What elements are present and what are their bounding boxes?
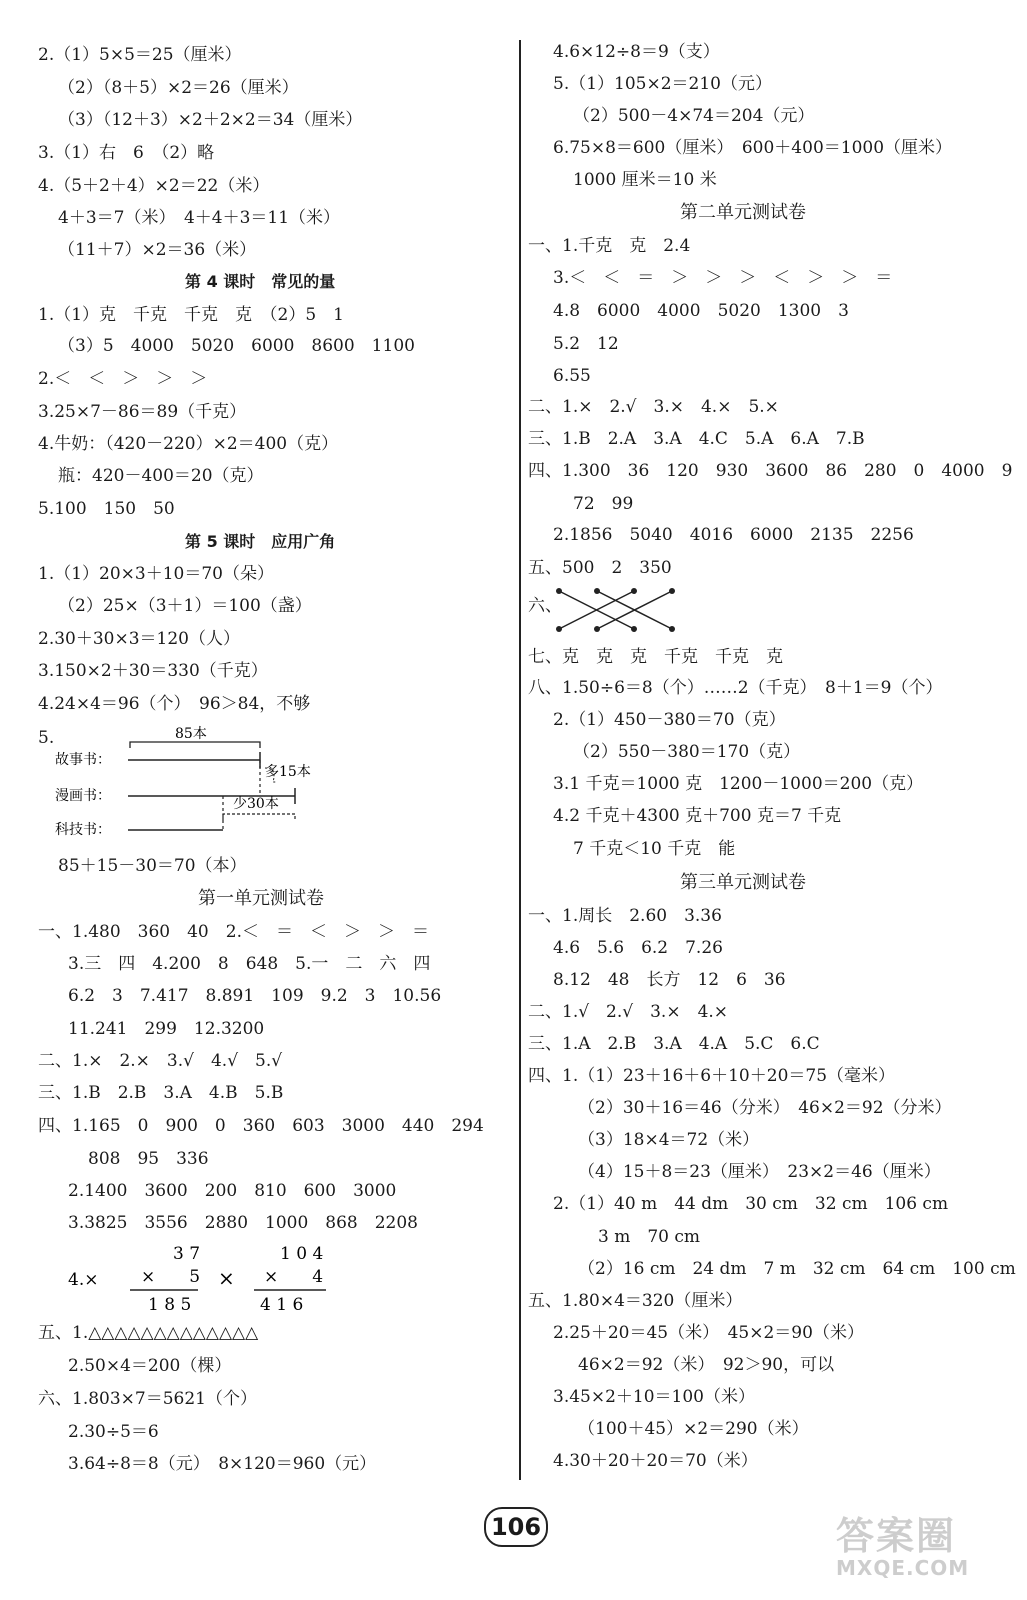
answer-line: 4.8 6000 4000 5020 1300 3 [553,301,849,321]
answer-line: 5.100 150 50 [38,499,175,519]
multiplicand: 3 7 [173,1244,201,1264]
section-heading: 第一单元测试卷 [198,888,324,909]
less-label: 少30本 [233,796,279,812]
watermark-url: MXQE.COM [836,1556,970,1580]
answer-line: 4.6 5.6 6.2 7.26 [553,938,723,958]
answer-line: 四、1.（1）23＋16＋6＋10＋20＝75（毫米） [528,1066,896,1086]
section-heading: 第二单元测试卷 [680,202,806,223]
answer-line: 三、1.A 2.B 3.A 4.A 5.C 6.C [528,1034,820,1054]
answer-line: 3.25×7－86＝89（千克） [38,402,247,422]
answer-line: 2.（1）450－380＝70（克） [553,710,786,730]
story-book-label: 故事书： [55,752,111,768]
answer-line: 4.（5＋2＋4）×2＝22（米） [38,176,270,196]
answer-line: （2）30＋16＝46（分米） 46×2＝92（分米） [578,1098,952,1118]
answer-line: 2.1856 5040 4016 6000 2135 2256 [553,525,914,545]
answer-line: 2.（1）40 m 44 dm 30 cm 32 cm 106 cm [553,1194,949,1214]
science-book-label: 科技书： [55,822,111,838]
answer-line: 四、1.165 0 900 0 360 603 3000 440 294 [38,1116,484,1136]
answer-line: 1.（1）克 千克 千克 克 （2）5 1 [38,305,344,325]
answer-line: 4.牛奶：（420－220）×2＝400（克） [38,434,339,454]
match-dot [594,588,600,594]
answer-line: 3.64÷8＝8（元） 8×120＝960（元） [68,1454,377,1474]
answer-line: 五、1.△△△△△△△△△△△△△ [38,1323,259,1343]
answer-line: 一、1.周长 2.60 3.36 [528,906,722,926]
answer-line: 二、1.√ 2.√ 3.× 4.× [528,1002,729,1022]
answer-line: 瓶：420－400＝20（克） [58,466,264,486]
answer-line: 2.30＋30×3＝120（人） [38,629,240,649]
answer-line: 二、1.× 2.× 3.√ 4.√ 5.√ [38,1051,283,1071]
page-number: 106 [484,1507,548,1547]
answer-line: 4.2 千克＋4300 克＋700 克＝7 千克 [553,806,842,826]
matching-lines-diagram [555,585,690,635]
answer-line: 3 m 70 cm [598,1227,701,1247]
answer-line: 2.30÷5＝6 [68,1422,159,1442]
answer-line: 4＋3＝7（米） 4＋4＋3＝11（米） [58,208,341,228]
answer-line: （2）25×（3＋1）＝100（盏） [58,596,312,616]
match-dot [631,626,637,632]
product: 4 1 6 [260,1295,304,1315]
answer-line: （3）（12＋3）×2＋2×2＝34（厘米） [58,110,363,130]
match-dot [669,588,675,594]
comic-book-label: 漫画书： [55,788,111,804]
match-dot [594,626,600,632]
watermark-logo [836,1505,969,1580]
answer-line: 4.6×12÷8＝9（支） [553,42,720,62]
total-label: 85本 [175,726,207,742]
answer-line: 6.75×8＝600（厘米） 600＋400＝1000（厘米） [553,138,953,158]
section-heading: 第 4 课时 常见的量 [185,272,336,291]
section-heading: 第 5 课时 应用广角 [185,532,336,551]
book-comparison-diagram [55,722,315,847]
answer-line: （2）16 cm 24 dm 7 m 32 cm 64 cm 100 cm [578,1259,1016,1279]
answer-line: （2）（8＋5）×2＝26（厘米） [58,78,299,98]
answer-line: （2）550－380＝170（克） [573,742,801,762]
section-heading: 第三单元测试卷 [680,872,806,893]
answer-line: 三、1.B 2.A 3.A 4.C 5.A 6.A 7.B [528,429,865,449]
answer-line: 二、1.× 2.√ 3.× 4.× 5.× [528,397,779,417]
answer-line: 六、 [528,596,562,616]
answer-line: 4.24×4＝96（个） 96＞84，不够 [38,694,311,714]
answer-line: 3.（1）右 6 （2）略 [38,143,215,163]
answer-line: 五、1.80×4＝320（厘米） [528,1291,743,1311]
match-dot [556,626,562,632]
match-dot [669,626,675,632]
answer-line: 6.55 [553,366,591,386]
answer-line: 85＋15－30＝70（本） [58,856,247,876]
answer-line: 七、克 克 克 千克 千克 克 [528,647,783,667]
product: 1 8 5 [148,1295,192,1315]
answer-line: （3）5 4000 5020 6000 8600 1100 [58,336,415,356]
answer-line: 八、1.50÷6＝8（个）……2（千克） 8＋1＝9（个） [528,678,943,698]
multiplicand: 1 0 4 [280,1244,324,1264]
answer-line: 2.（1）5×5＝25（厘米） [38,45,242,65]
answer-line: 3.＜ ＜ ＝ ＞ ＞ ＞ ＜ ＞ ＞ ＝ [553,268,893,288]
answer-line: 三、1.B 2.B 3.A 4.B 5.B [38,1083,284,1103]
answer-line: （4）15＋8＝23（厘米） 23×2＝46（厘米） [578,1162,941,1182]
watermark-text: 答案圈 [836,1514,957,1558]
answer-line: 2.＜ ＜ ＞ ＞ ＞ [38,369,208,389]
answer-line: 8.12 48 长方 12 6 36 [553,970,786,990]
answer-line: 6.2 3 7.417 8.891 109 9.2 3 10.56 [68,986,442,1006]
answer-line: 5. [38,728,55,748]
answer-line: 五、500 2 350 [528,558,672,578]
answer-line: 一、1.千克 克 2.4 [528,236,691,256]
match-dot [631,588,637,594]
answer-line: 3.45×2＋10＝100（米） [553,1387,755,1407]
multiplier: × 5 [141,1267,201,1287]
answer-line: 2.1400 3600 200 810 600 3000 [68,1181,397,1201]
answer-line: 1000 厘米＝10 米 [573,170,717,190]
answer-line: 1.（1）20×3＋10＝70（朵） [38,564,274,584]
vertical-multiplication [68,1240,348,1320]
answer-line: 808 95 336 [88,1149,209,1169]
answer-line: 5.2 12 [553,334,619,354]
answer-line: 46×2＝92（米） 92＞90，可以 [578,1355,835,1375]
answer-line: 四、1.300 36 120 930 3600 86 280 0 4000 9 [528,461,1013,481]
multiplier: × 4 [264,1267,324,1287]
answer-line: （3）18×4＝72（米） [578,1130,760,1150]
more-label: 多15本 [265,764,311,780]
answer-line: 六、1.803×7＝5621（个） [38,1389,257,1409]
column-divider [519,40,521,1480]
answer-label: 4.× [68,1270,99,1290]
answer-line: 5.（1）105×2＝210（元） [553,74,772,94]
answer-line: （11＋7）×2＝36（米） [58,240,257,260]
answer-line: 一、1.480 360 40 2.＜ ＝ ＜ ＞ ＞ ＝ [38,922,429,942]
match-dot [556,588,562,594]
answer-line: （100＋45）×2＝290（米） [578,1419,809,1439]
less-brace [223,814,295,820]
answer-line: 3.150×2＋30＝330（千克） [38,661,268,681]
answer-line: 72 99 [573,494,634,514]
answer-line: 3.3825 3556 2880 1000 868 2208 [68,1213,418,1233]
answer-line: 11.241 299 12.3200 [68,1019,265,1039]
answer-line: 4.30＋20＋20＝70（米） [553,1451,758,1471]
answer-line: 7 千克＜10 千克 能 [573,839,736,859]
answer-line: 3.三 四 4.200 8 648 5.一 二 六 四 [68,954,431,974]
answer-line: 2.25＋20＝45（米） 45×2＝90（米） [553,1323,864,1343]
total-brace [130,742,260,748]
answer-line: （2）500－4×74＝204（元） [573,106,815,126]
wrong-mark: × [218,1266,235,1290]
answer-line: 2.50×4＝200（棵） [68,1356,232,1376]
answer-line: 3.1 千克＝1000 克 1200－1000＝200（克） [553,774,924,794]
